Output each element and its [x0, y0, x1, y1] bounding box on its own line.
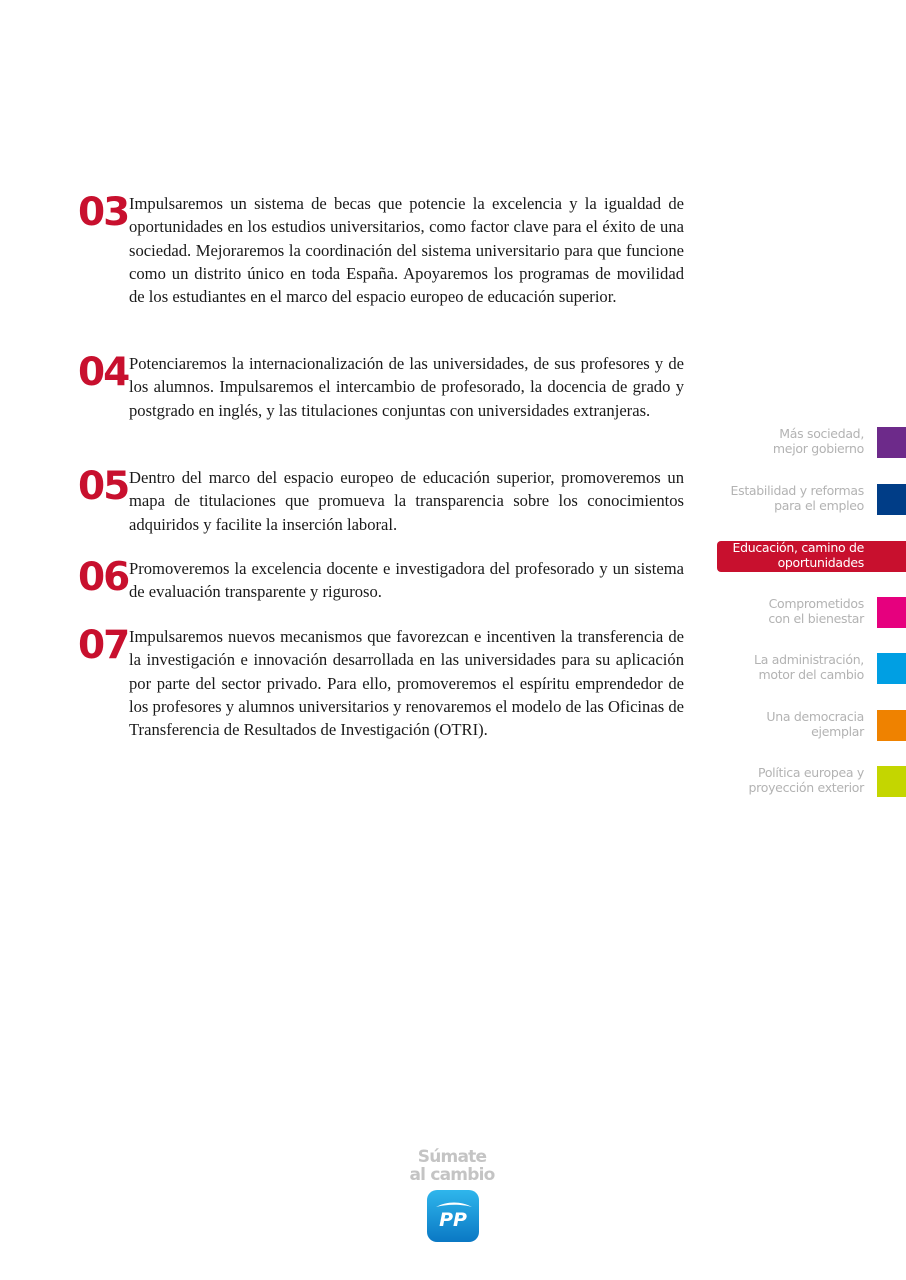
section-color-tab	[877, 710, 906, 741]
sidebar-item-politica-europea[interactable]	[646, 766, 906, 797]
label-line-1: Política europea y	[758, 765, 864, 780]
sidebar-item-label	[664, 653, 864, 682]
label-line-1: Estabilidad y reformas	[730, 483, 864, 498]
section-color-tab	[877, 484, 906, 515]
sidebar-item-label	[664, 766, 864, 795]
logo-text: PP	[439, 1209, 467, 1231]
section-color-tab	[877, 766, 906, 797]
seagull-icon	[427, 1190, 479, 1242]
proposal-number: 04	[78, 350, 129, 395]
sidebar-item-label	[664, 484, 864, 513]
section-color-tab	[877, 427, 906, 458]
proposal-text: Promoveremos la excelencia docente e investigadora del profesorado y un sistema de evaluación transparente y riguroso.	[129, 559, 684, 602]
proposal-number: 03	[78, 190, 129, 235]
label-line-1: Más sociedad,	[779, 426, 864, 441]
proposal-item	[78, 352, 684, 422]
sidebar-item-label	[664, 597, 864, 626]
proposal-number: 05	[78, 464, 129, 509]
sidebar-item-estabilidad[interactable]	[646, 484, 906, 515]
proposal-number: 07	[78, 623, 129, 668]
footer-branding	[400, 1147, 504, 1231]
section-color-tab	[877, 653, 906, 684]
sidebar-item-democracia[interactable]	[646, 710, 906, 741]
pp-logo	[427, 1190, 479, 1242]
sidebar-item-label	[664, 710, 864, 739]
proposal-number: 06	[78, 555, 129, 600]
proposal-item	[78, 557, 684, 604]
label-line-1: La administración,	[754, 652, 864, 667]
sidebar-item-label	[664, 541, 864, 570]
label-line-2: oportunidades	[777, 554, 864, 570]
sidebar-item-label	[664, 427, 864, 456]
slogan-line-1: Súmate	[417, 1147, 487, 1167]
label-line-1: Educación, camino de	[732, 540, 864, 555]
label-line-2: motor del cambio	[758, 666, 864, 682]
section-color-tab	[877, 597, 906, 628]
label-line-2: ejemplar	[811, 723, 864, 739]
sidebar-item-administracion[interactable]	[646, 653, 906, 684]
label-line-1: Una democracia	[766, 709, 864, 724]
sidebar-item-educacion[interactable]	[646, 541, 906, 572]
proposal-text: Potenciaremos la internacionalización de las universidades, de sus profesores y de los alumnos. Impulsaremos el intercambio de profesorado, la docencia de grado y postgrado en inglés, y las titulaciones conjuntas con universidades extranjeras.	[129, 354, 684, 420]
label-line-1: Comprometidos	[768, 596, 864, 611]
proposal-item	[78, 625, 684, 741]
proposal-item	[78, 192, 684, 308]
label-line-2: con el bienestar	[768, 610, 864, 626]
proposal-item	[78, 466, 684, 536]
label-line-2: mejor gobierno	[772, 440, 864, 456]
slogan	[400, 1148, 504, 1184]
label-line-2: para el empleo	[774, 497, 864, 513]
proposal-text: Impulsaremos un sistema de becas que potencie la excelencia y la igualdad de oportunidades en los estudios universitarios, como factor clave para el éxito de una sociedad. Mejoraremos la coordinación del sistema universitario para que funcione como un distrito único en toda España. Apoyaremos los programas de movilidad de los estudiantes en el marco del espacio europeo de educación superior.	[129, 194, 684, 307]
label-line-2: proyección exterior	[748, 779, 864, 795]
proposal-text: Impulsaremos nuevos mecanismos que favorezcan e incentiven la transferencia de la investigación e innovación desarrollada en las universidades para su aplicación por parte del sector privado. Para ello, promoveremos el espíritu emprendedor de los profesores y alumnos universitarios y renovaremos el modelo de las Oficinas de Transferencia de Resultados de Investigación (OTRI).	[129, 627, 684, 740]
sidebar-item-mas-sociedad[interactable]	[646, 427, 906, 458]
sidebar-item-comprometidos[interactable]	[646, 597, 906, 628]
slogan-line-2: al cambio	[409, 1165, 495, 1185]
proposal-text: Dentro del marco del espacio europeo de educación superior, promoveremos un mapa de titulaciones que promueva la transparencia sobre los conocimientos adquiridos y facilite la inserción laboral.	[129, 468, 684, 534]
